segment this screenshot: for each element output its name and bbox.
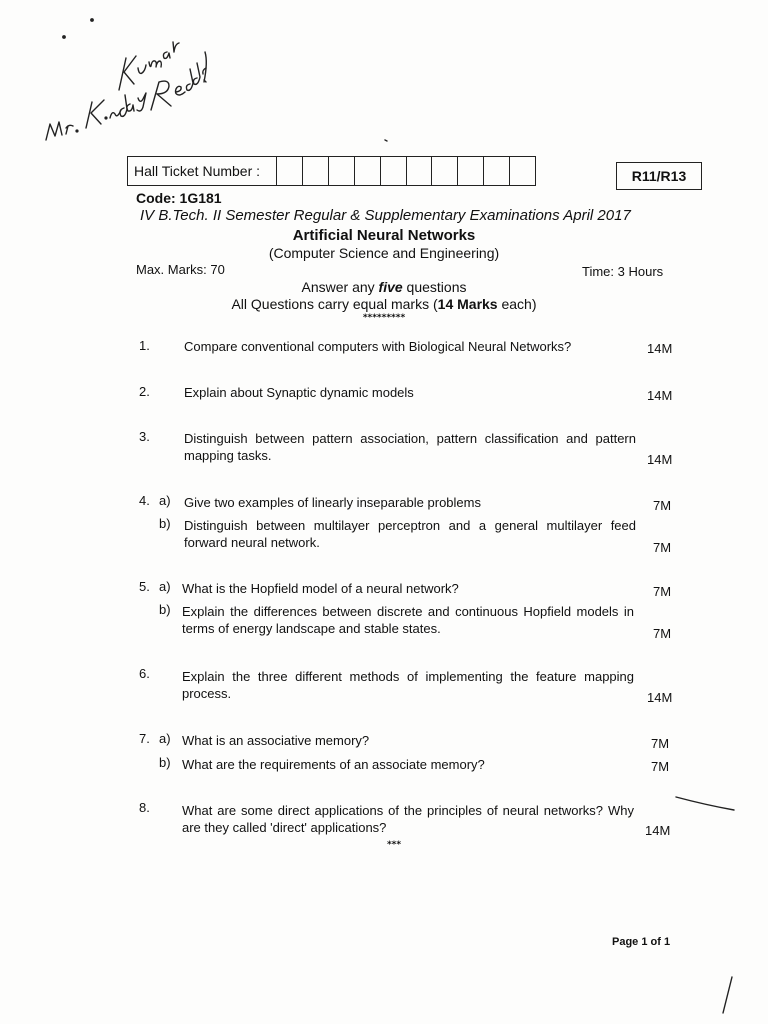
- question-number: 5.: [139, 579, 150, 594]
- question-number: 4.: [139, 493, 150, 508]
- question-text: Explain about Synaptic dynamic models: [184, 385, 414, 400]
- hall-ticket-cell: [303, 157, 329, 185]
- question-marks: 7M: [653, 584, 672, 599]
- hall-ticket-label: Hall Ticket Number :: [128, 157, 277, 185]
- question-text: Give two examples of linearly inseparable problems: [184, 495, 481, 510]
- question-text: What are the requirements of an associate memory?: [182, 757, 485, 772]
- exam-title: IV B.Tech. II Semester Regular & Supplementary Examinations April 2017: [140, 207, 631, 224]
- question-sub-label: b): [159, 602, 171, 617]
- question-sub-label: a): [159, 579, 171, 594]
- hall-ticket-cell: [329, 157, 355, 185]
- hall-ticket-cell: [484, 157, 510, 185]
- regulation-box: R11/R13: [616, 162, 702, 190]
- subject-title: Artificial Neural Networks: [292, 227, 476, 244]
- question-text: Compare conventional computers with Biological Neural Networks?: [184, 339, 572, 354]
- hall-ticket-cell: [458, 157, 484, 185]
- question-marks: 14M: [645, 823, 671, 838]
- branch: (Computer Science and Engineering): [268, 245, 500, 261]
- question-marks: 14M: [647, 690, 673, 705]
- hall-ticket-cell: [510, 157, 535, 185]
- question-sub-label: b): [159, 755, 171, 770]
- question-sub-label: a): [159, 493, 171, 508]
- exam-time: Time: 3 Hours: [582, 264, 664, 279]
- question-number: 3.: [139, 429, 150, 444]
- question-text: What is an associative memory?: [182, 733, 370, 748]
- question-number: 6.: [139, 666, 150, 681]
- hall-ticket-box: [127, 156, 536, 186]
- question-number: 1.: [139, 338, 150, 353]
- max-marks: Max. Marks: 70: [136, 262, 225, 277]
- subject-code: Code: 1G181: [136, 190, 222, 206]
- question-text: Explain the differences between discrete and continuous Hopfield models in terms of energy landscape and stable states.: [182, 604, 634, 636]
- question-text: Distinguish between multilayer perceptron and a general multilayer feed forward neural network.: [184, 518, 636, 550]
- instruction-answer-five: Answer any five questions: [301, 279, 467, 295]
- question-marks: 14M: [647, 452, 673, 467]
- end-stars: ***: [386, 840, 402, 850]
- hall-ticket-cell: [355, 157, 381, 185]
- separator-stars: *********: [362, 313, 406, 323]
- question-number: 2.: [139, 384, 150, 399]
- question-sub-label: b): [159, 516, 171, 531]
- question-number: 8.: [139, 800, 150, 815]
- question-marks: 14M: [647, 341, 673, 356]
- instruction-equal-marks: All Questions carry equal marks (14 Marks each): [231, 296, 537, 312]
- question-text: What is the Hopfield model of a neural network?: [182, 581, 459, 596]
- question-marks: 7M: [653, 626, 672, 641]
- question-text: Explain the three different methods of implementing the feature mapping process.: [182, 669, 634, 701]
- hall-ticket-cell: [407, 157, 433, 185]
- question-text: What are some direct applications of the principles of neural networks? Why are they called 'direct' applications?: [182, 803, 634, 835]
- question-sub-label: a): [159, 731, 171, 746]
- question-marks: 14M: [647, 388, 673, 403]
- hall-ticket-cell: [381, 157, 407, 185]
- question-text: Distinguish between pattern association, pattern classification and pattern mapping tasks.: [184, 431, 636, 463]
- hall-ticket-cell: [277, 157, 303, 185]
- question-marks: 7M: [653, 540, 672, 555]
- page-number: Page 1 of 1: [612, 936, 671, 948]
- question-marks: 7M: [651, 736, 670, 751]
- question-marks: 7M: [651, 759, 670, 774]
- hall-ticket-cell: [432, 157, 458, 185]
- question-number: 7.: [139, 731, 150, 746]
- question-marks: 7M: [653, 498, 672, 513]
